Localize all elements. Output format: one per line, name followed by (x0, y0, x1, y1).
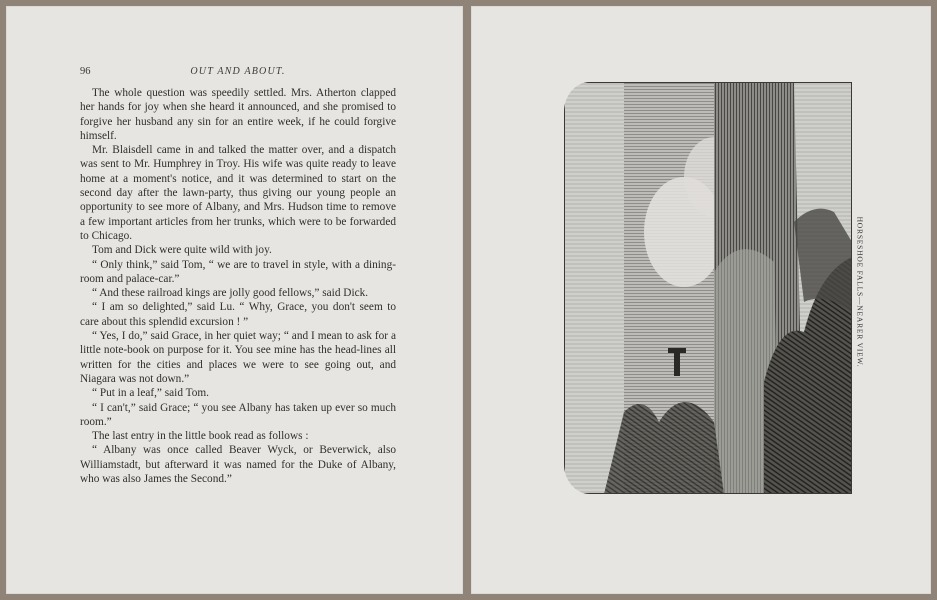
paragraph: “ I can't,” said Grace; “ you see Albany has taken up ever so much room.” (80, 401, 396, 428)
paragraph: The whole question was speedily settled. Mrs. Atherton clapped her hands for joy when she heard it announced, and she promised to forgive her husband any sin for an entire week, if he could forgive himself. (80, 87, 396, 142)
paragraph: The last entry in the little book read as follows : (92, 430, 309, 443)
paragraph: “ And these railroad kings are jolly good fellows,” said Dick. (92, 287, 369, 300)
right-page (471, 6, 931, 594)
left-page (6, 6, 463, 594)
paragraph: “ I am so delighted,” said Lu. “ Why, Grace, you don't seem to care about this splendid excursion ! ” (80, 301, 396, 328)
paragraph: Tom and Dick were quite wild with joy. (92, 244, 272, 257)
paragraph: “ Albany was once called Beaver Wyck, or Beverwick, also Williamstadt, but afterward it was named for the Duke of Albany, who was also James the Second.” (80, 444, 396, 486)
paragraph: “ Yes, I do,” said Grace, in her quiet way; “ and I mean to ask for a little note-book on purpose for it. You see mine has the head-lines all written for the cities and places we were to see going out, and Niagara was not down.” (80, 330, 396, 385)
paragraph: Mr. Blaisdell came in and talked the matter over, and a dispatch was sent to Mr. Humphrey in Troy. His wife was quite ready to leave home at a moment's notice, and it was determined to start on the second day after the lawn-party, thus giving our young people an opportunity to see more of Albany, and Mrs. Hudson time to remove a few important articles from her trunks, which were to be forwarded to Chicago. (80, 144, 396, 242)
illustration-caption (853, 216, 867, 368)
engraving-illustration (564, 82, 852, 494)
body-text (80, 86, 396, 486)
caption-text: HORSESHOE FALLS—NEARER VIEW. (855, 216, 865, 368)
running-title: OUT AND ABOUT. (190, 66, 286, 77)
waterfall-engraving (564, 82, 852, 494)
running-head (80, 66, 396, 82)
paragraph: “ Only think,” said Tom, “ we are to travel in style, with a dining-room and palace-car.” (80, 258, 396, 285)
page-number: 96 (80, 66, 91, 77)
paragraph: “ Put in a leaf,” said Tom. (92, 387, 209, 400)
